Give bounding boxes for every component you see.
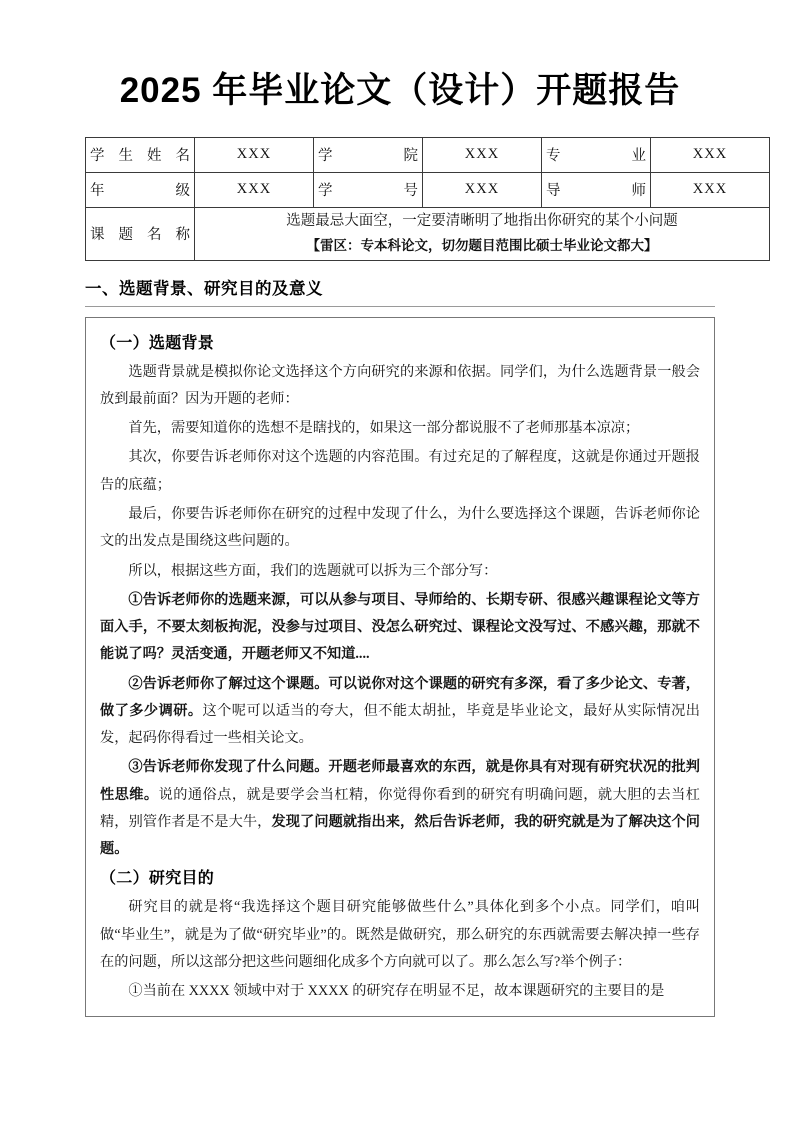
item-three-part-c: 说的通俗点，就是要学会当杠精，你觉得你看到的研究有明确问题，就大胆的去当杠精，别管作者是不是大牛， bbox=[100, 786, 700, 830]
page-title: 2025 年毕业论文（设计）开题报告 bbox=[119, 71, 681, 110]
student-info-table bbox=[85, 137, 770, 261]
label-college: 学院 bbox=[314, 137, 423, 172]
section-heading-one: 一、选题背景、研究目的及意义 bbox=[85, 275, 715, 307]
paragraph-purpose-intro: 研究目的就是将“我选择这个题目研究能够做些什么”具体化到多个小点。同学们，咱叫做“毕业生”，就是为了做“研究毕业”的。既然是做研究，那么研究的东西就需要去解决掉一些存在的问题，所以这部分把这些问题细化成多个方向就可以了。那么怎么写?举个例子： bbox=[100, 899, 700, 970]
label-topic-name: 课题名称 bbox=[86, 207, 195, 260]
label-student-name: 学生姓名 bbox=[86, 137, 195, 172]
paragraph-reason-first: 首先，需要知道你的选想不是瞎找的，如果这一部分都说服不了老师那基本凉凉； bbox=[128, 420, 640, 437]
value-advisor: XXX bbox=[651, 172, 770, 207]
paragraph-item-three bbox=[100, 754, 700, 863]
paragraph-background-intro: 选题背景就是模拟你论文选择这个方向研究的来源和依据。同学们，为什么选题背景一般会放到最前面？因为开题的老师： bbox=[100, 363, 700, 407]
item-two-bold-text: ②告诉老师你了解过这个课题。可以说你对这个课题的研究有多深，看了多少论文、专著，做了多少调研。 bbox=[100, 675, 700, 719]
section-content-box bbox=[85, 317, 715, 1017]
item-three-part-a: ③告诉老师你发现了什么问题。开题老师最喜欢的东西， bbox=[128, 759, 486, 776]
paragraph-reason-third: 最后，你要告诉老师你在研究的过程中发现了什么，为什么要选择这个课题，告诉老师你论文的出发点是围绕这些问题的。 bbox=[100, 506, 700, 550]
value-student-id: XXX bbox=[423, 172, 542, 207]
label-grade: 年级 bbox=[86, 172, 195, 207]
value-major: XXX bbox=[651, 137, 770, 172]
item-one-text: ①告诉老师你的选题来源，可以从参与项目、导师给的、长期专研、很感兴趣课程论文等方面入手，不要太刻板拘泥，没参与过项目、没怎么研究过、课程论文没写过、不感兴趣，那就不能说了吗？灵活变通，开题老师又不知道.... bbox=[100, 591, 700, 663]
item-three-part-d: 发现了问题就指出来，然后告诉老师，我的研究就是为了解决这个问题。 bbox=[100, 813, 700, 858]
item-two-rest-text: 这个呢可以适当的夸大，但不能太胡扯，毕竟是毕业论文，最好从实际情况出发，起码你得看过一些相关论文。 bbox=[100, 702, 700, 747]
table-row bbox=[86, 172, 770, 207]
value-student-name: XXX bbox=[195, 137, 314, 172]
label-advisor: 导师 bbox=[542, 172, 651, 207]
item-three-part-b: 就是你具有对现有研究状况的批判性思维。 bbox=[100, 759, 700, 803]
label-major: 专业 bbox=[542, 137, 651, 172]
paragraph-three-parts-lead: 所以，根据这些方面，我们的选题就可以拆为三个部分写： bbox=[128, 562, 498, 579]
value-grade: XXX bbox=[195, 172, 314, 207]
subsection-heading-purpose: （二）研究目的 bbox=[100, 870, 215, 888]
paragraph-purpose-example-one: ①当前在 XXXX 领域中对于 XXXX 的研究存在明显不足，故本课题研究的主要目的是 bbox=[128, 983, 665, 1000]
label-student-id: 学号 bbox=[314, 172, 423, 207]
paragraph-item-one bbox=[100, 587, 700, 669]
paragraph-reason-second: 其次，你要告诉老师你对这个选题的内容范围。有过充足的了解程度，这就是你通过开题报告的底蕴； bbox=[100, 449, 700, 493]
paragraph-item-two bbox=[100, 671, 700, 753]
subsection-heading-background: （一）选题背景 bbox=[100, 334, 215, 352]
table-row bbox=[86, 137, 770, 172]
table-row bbox=[86, 207, 770, 260]
value-college: XXX bbox=[423, 137, 542, 172]
topic-line-warning: 【雷区：专本科论文，切勿题目范围比硕士毕业论文都大】 bbox=[306, 238, 658, 254]
value-topic-name bbox=[195, 207, 770, 260]
topic-line-primary: 选题最忌大面空，一定要清晰明了地指出你研究的某个小问题 bbox=[286, 212, 678, 229]
student-info-table-wrap bbox=[85, 137, 728, 261]
